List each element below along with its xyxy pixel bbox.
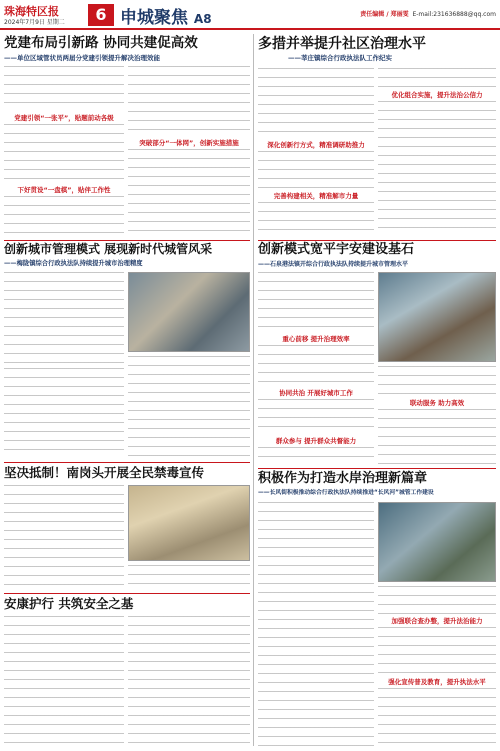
article-1-text-block	[4, 124, 124, 184]
issue-date: 2024年7月9日 星期二	[4, 19, 65, 26]
article-5-text-block	[378, 68, 496, 88]
article-6-heading-1: 重心前移 提升治理效率	[282, 335, 350, 343]
article-6-text-block	[258, 447, 374, 465]
page-header	[0, 0, 500, 30]
article-7-text-block	[378, 688, 496, 746]
article-5-text-block	[258, 68, 374, 138]
article-6-text-block	[378, 409, 496, 465]
article-6-heading-4: 联动服务 助力高效	[409, 399, 465, 407]
article-6-photo	[378, 272, 496, 362]
article-6-text-block	[258, 272, 374, 332]
article-7-text-block	[378, 586, 496, 614]
article-5-text-block	[378, 101, 496, 236]
article-1-heading-2: 突破部分“一体网”，创新实施措施	[139, 139, 239, 147]
article-2-text-block	[4, 272, 124, 364]
article-2-subtitle: ——梅陇镇综合行政执法队持续提升城市治理精度	[4, 259, 143, 267]
article-7-text-block	[378, 627, 496, 675]
article-3	[4, 466, 250, 480]
article-5-subtitle: ——莘庄镇综合行政执法队工作纪实	[288, 54, 392, 63]
article-5	[258, 36, 496, 63]
article-1-text-block	[128, 66, 250, 136]
column-divider	[253, 34, 254, 746]
article-1-title: 党建布局引新路 协同共建促高效	[4, 35, 198, 51]
article-4-title: 安康护行 共筑安全之基	[4, 596, 134, 611]
article-2-text-block	[128, 356, 250, 458]
article-2	[4, 243, 250, 267]
article-3-photo	[128, 485, 250, 561]
article-1	[4, 36, 250, 62]
article-5-heading-2: 深化创新行方式，精准调研助推力	[267, 141, 365, 149]
article-6-text-block	[258, 345, 374, 385]
article-2-title: 创新城市管理模式 展现新时代城管风采	[4, 242, 213, 256]
article-6-heading-3: 群众参与 提升群众共督能力	[275, 437, 357, 445]
divider	[4, 593, 250, 594]
article-5-title: 多措并举提升社区治理水平	[258, 36, 426, 52]
section-title: 申城聚焦 A8	[120, 8, 212, 28]
divider	[258, 240, 496, 241]
article-5-heading-1: 优化组合实施，提升法治公信力	[391, 91, 483, 99]
article-6-text-block	[258, 399, 374, 433]
article-7-text-block	[258, 502, 374, 746]
article-1-text-block	[4, 196, 124, 236]
article-1-text-block	[4, 66, 124, 111]
article-3-text-block	[4, 485, 124, 588]
divider	[258, 468, 496, 469]
divider	[4, 240, 250, 241]
article-6-subtitle: ——石泉港法镇开综合行政执法队持续提升城市管理水平	[258, 260, 409, 268]
article-6-text-block	[378, 366, 496, 396]
article-2-text-block	[4, 368, 124, 458]
article-4-text-block	[128, 616, 250, 746]
article-6-heading-2: 协同共治 开展好城市工作	[279, 389, 353, 397]
newspaper-name: 珠海特区报	[4, 5, 59, 18]
divider	[4, 462, 250, 463]
article-7	[258, 472, 496, 497]
editor-info: 责任编辑 / 郑丽雯 E-mail:231636888@qq.com	[360, 11, 496, 18]
page-number: 6	[88, 4, 114, 26]
article-5-heading-3: 完善构建相关，精准解市力量	[273, 192, 359, 200]
article-1-heading-3: 下好贯设“一盘棋”，贴伴工作性	[17, 186, 111, 194]
article-4	[4, 597, 250, 611]
article-3-title: 坚决抵制！南岗头开展全民禁毒宣传	[4, 465, 205, 480]
article-1-subtitle: ——单位区域管状员两届分党建引领提升解决治理效能	[4, 53, 160, 62]
article-6	[258, 243, 496, 268]
article-7-heading-1: 加强联合查办整，提升法治能力	[391, 617, 483, 625]
article-5-text-block	[258, 151, 374, 189]
article-7-subtitle: ——长风街积极推动综合行政执法队持续推进“长风河”城管工作建设	[258, 489, 434, 496]
article-4-text-block	[4, 616, 124, 746]
article-7-heading-2: 强化宣传普及教育，提升执法水平	[388, 678, 486, 686]
article-5-text-block	[258, 202, 374, 236]
article-2-photo	[128, 272, 250, 352]
article-1-text-block	[128, 149, 250, 236]
article-3-text-block	[128, 565, 250, 590]
article-7-photo	[378, 502, 496, 582]
article-6-title: 创新模式宽平宇安建设基石	[258, 242, 415, 257]
article-7-title: 积极作为打造水岸治理新篇章	[258, 471, 428, 486]
article-1-heading-1: 党建引领“一张平”，贴题前动各级	[14, 114, 114, 122]
